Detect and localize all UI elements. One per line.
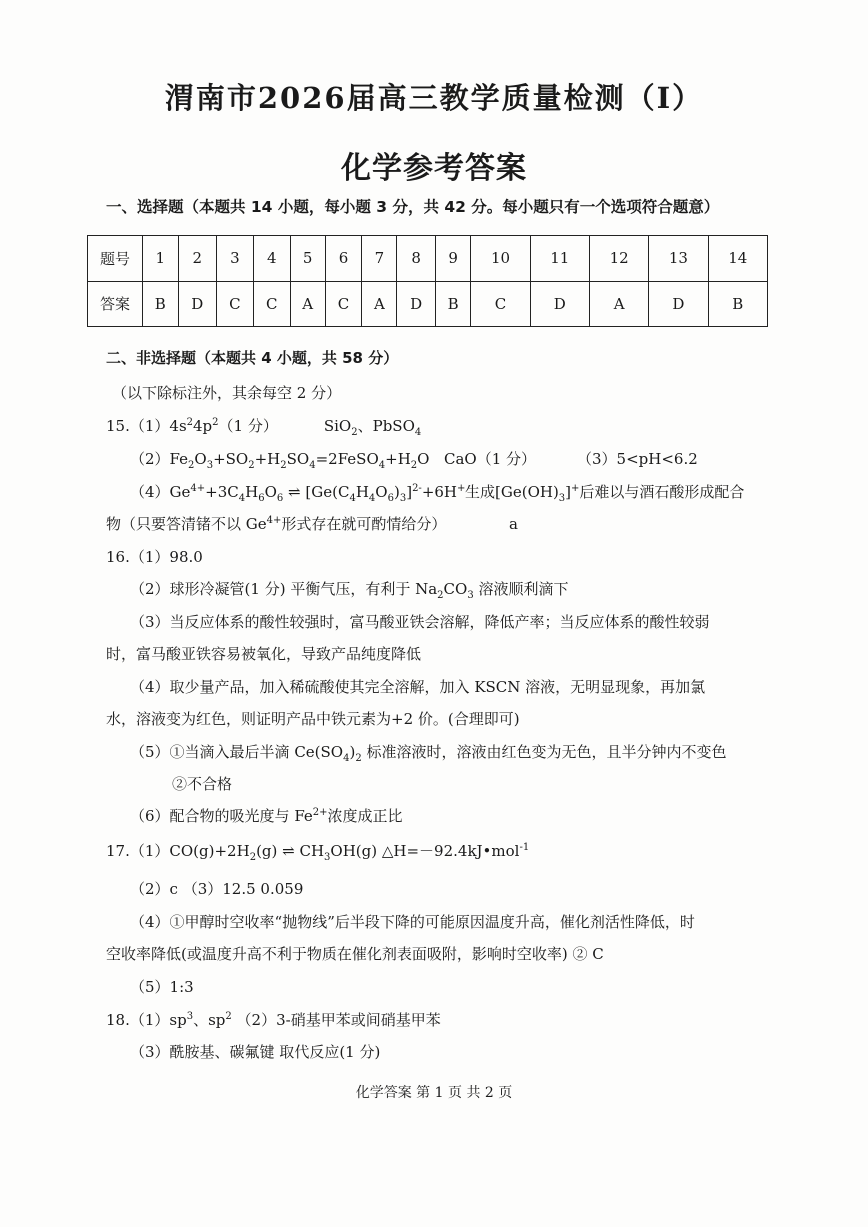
q15-line-3-right: 生成$[Ge(OH)_3]^+$后难以与酒石酸形成配合 <box>465 483 745 504</box>
table-cell: A <box>290 281 325 327</box>
row-label-number: 题号 <box>88 236 143 282</box>
table-cell: D <box>397 281 435 327</box>
page-subtitle: 化学参考答案 <box>341 151 527 186</box>
q18-line-2: （3）酰胺基、碳氟键 取代反应(1 分) <box>130 1043 381 1061</box>
table-cell: B <box>143 281 179 327</box>
section1-heading: 一、选择题（本题共 14 小题，每小题 3 分，共 42 分。每小题只有一个选项符合题意） <box>106 198 720 216</box>
q15-line-2: $(2)Fe_2O_3+SO_2+H_2SO_4=2FeSO_4+H_2O$ <box>130 450 430 471</box>
table-cell: D <box>530 281 589 327</box>
table-row-answers <box>88 281 768 327</box>
page-title: 渭南市2026届高三教学质量检测（Ⅰ） <box>164 81 704 115</box>
q16-line-7: （5）①当滴入最后半滴 $Ce(SO_4)_2$ 标准溶液时，溶液由红色变为无色，且半分钟内不变色 <box>130 743 727 764</box>
table-row-numbers <box>88 236 768 282</box>
table-cell: D <box>178 281 216 327</box>
q16-line-3: （3）当反应体系的酸性较强时，富马酸亚铁会溶解，降低产率；当反应体系的酸性较弱 <box>130 613 710 631</box>
q16-line-8: ②不合格 <box>172 775 233 793</box>
table-cell: 1 <box>143 236 179 282</box>
table-cell: 4 <box>253 236 290 282</box>
table-cell: 14 <box>708 236 767 282</box>
answer-table <box>87 235 768 327</box>
q15-line-3: $(4)Ge^{4+}+3C_4H_6O_6$ ⇌ $[Ge(C_4H_4O_6)_3]^{2-}+6H^+$ <box>130 483 466 504</box>
q16-line-9: （6）配合物的吸光度与 $Fe^{2+}$浓度成正比 <box>130 807 403 825</box>
table-cell: 12 <box>589 236 648 282</box>
q18-line-1: $18.(1)sp^3$、$sp^2$ （2）3-硝基甲苯或间硝基甲苯 <box>106 1011 441 1029</box>
table-cell: 8 <box>397 236 435 282</box>
q15-cao: CaO（1 分） <box>444 450 537 468</box>
q15-line-4: 物（只要答清锗不以 $Ge^{4+}$形式存在就可酌情给分） <box>106 515 447 533</box>
table-cell: 10 <box>471 236 530 282</box>
q17-line-5: （5）1:3 <box>130 978 194 996</box>
table-cell: D <box>649 281 708 327</box>
section2-heading: 二、非选择题（本题共 4 小题，共 58 分） <box>106 349 399 367</box>
table-cell: 5 <box>290 236 325 282</box>
table-cell: C <box>253 281 290 327</box>
q16-line-6: 水，溶液变为红色，则证明产品中铁元素为+2 价。(合理即可) <box>106 710 520 728</box>
q16-line-1: 16.（1）98.0 <box>106 548 203 566</box>
q15-line-1: $15.(1)4s^24p^2(1$ 分） SiO$_2$、PbSO$_4$ <box>106 417 422 438</box>
table-cell: C <box>325 281 362 327</box>
table-cell: 3 <box>216 236 253 282</box>
q17-line-3: （4）①甲醇时空收率“抛物线”后半段下降的可能原因温度升高，催化剂活性降低，时 <box>130 913 695 931</box>
row-label-answer: 答案 <box>88 281 143 327</box>
table-cell: C <box>216 281 253 327</box>
q17-line-4: 空收率降低(或温度升高不利于物质在催化剂表面吸附，影响时空收率) ② C <box>106 945 604 963</box>
q17-line-1: $17.(1)CO(g)+2H_2(g)$ ⇌ $CH_3OH(g)$ △H=－92.4kJ•mol$^{-1}$ <box>106 842 530 863</box>
q15-ph: （3）5<pH<6.2 <box>577 450 698 468</box>
q16-line-4: 时，富马酸亚铁容易被氧化，导致产品纯度降低 <box>106 645 422 663</box>
table-cell: 11 <box>530 236 589 282</box>
table-cell: 2 <box>178 236 216 282</box>
q17-line-2: （2）c （3）12.5 0.059 <box>130 880 304 898</box>
q16-line-2: （2）球形冷凝管(1 分) 平衡气压，有利于 $Na_2CO_3$ 溶液顺利滴下 <box>130 580 569 601</box>
table-cell: 9 <box>435 236 471 282</box>
table-cell: C <box>471 281 530 327</box>
q16-line-5: （4）取少量产品，加入稀硫酸使其完全溶解，加入 KSCN 溶液，无明显现象，再加氯 <box>130 678 706 696</box>
table-cell: B <box>708 281 767 327</box>
table-cell: A <box>362 281 397 327</box>
table-cell: B <box>435 281 471 327</box>
table-cell: 13 <box>649 236 708 282</box>
q15-line-4-answer: a <box>509 515 518 533</box>
section2-note: （以下除标注外，其余每空 2 分） <box>112 384 342 402</box>
page-footer: 化学答案 第 1 页 共 2 页 <box>355 1085 513 1101</box>
table-cell: A <box>589 281 648 327</box>
table-cell: 7 <box>362 236 397 282</box>
table-cell: 6 <box>325 236 362 282</box>
